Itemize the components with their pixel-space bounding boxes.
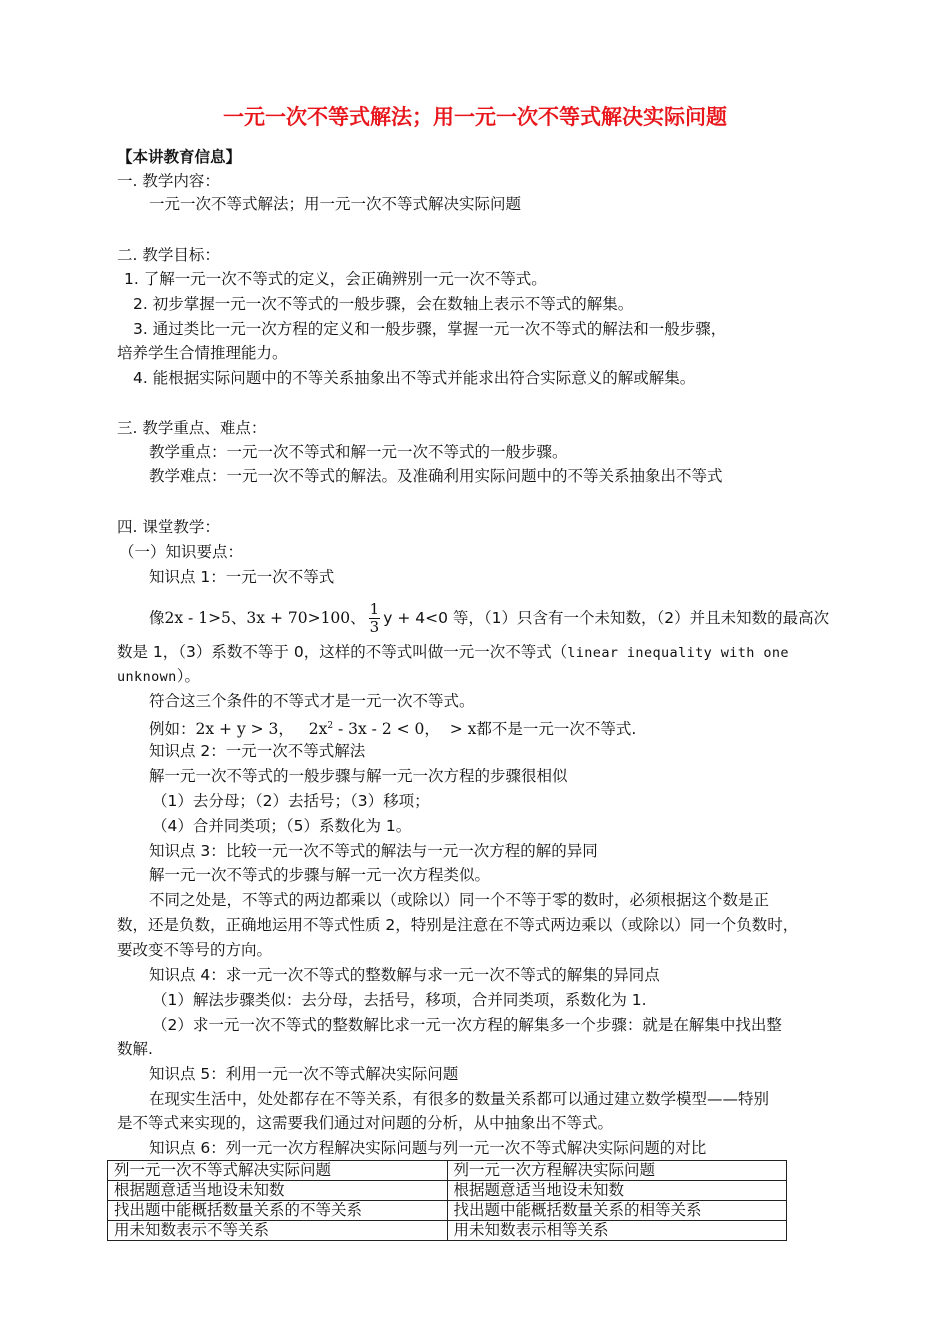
knowledge-point-3-line-4: 要改变不等号的方向。 — [117, 941, 273, 959]
solving-steps-2: （4）合并同类项；（5）系数化为 1。 — [152, 817, 412, 835]
knowledge-point-1-title: 知识点 1：一元一次不等式 — [149, 568, 335, 586]
goal-2: 2. 初步掌握一元一次不等式的一般步骤，会在数轴上表示不等式的解集。 — [133, 295, 634, 313]
definition-text: 数是 1，（3）系数不等于 0，这样的不等式叫做一元一次不等式（ — [117, 643, 568, 661]
knowledge-point-4-line-2: （2）求一元一次不等式的整数解比求一元一次方程的解集多一个步骤：就是在解集中找出整 — [152, 1016, 782, 1034]
knowledge-point-3-line-3: 数，还是负数，正确地运用不等式性质 2，特别是注意在不等式两边乘以（或除以）同一个负数时， — [117, 916, 799, 934]
knowledge-point-1-line-2 — [117, 641, 789, 664]
counterexample-suffix: 都不是一元一次不等式. — [476, 720, 637, 739]
section-3-heading: 三. 教学重点、难点： — [117, 419, 267, 437]
knowledge-point-4-title: 知识点 4：求一元一次不等式的整数解与求一元一次不等式的解集的异同点 — [149, 966, 660, 984]
knowledge-point-4-line-3: 数解. — [117, 1040, 153, 1058]
knowledge-point-5-title: 知识点 5：利用一元一次不等式解决实际问题 — [149, 1065, 459, 1083]
section-1-content: 一元一次不等式解法；用一元一次不等式解决实际问题 — [149, 195, 522, 213]
counterexample-2-rest: - 3x - 2 < 0， — [333, 720, 440, 739]
counterexample-3: > x — [449, 720, 477, 739]
table-cell: 找出题中能概括数量关系的不等关系 — [108, 1201, 448, 1221]
english-term-part-2: unknown — [117, 669, 177, 685]
closing-paren: ）。 — [176, 667, 200, 685]
english-term-part-1: linear inequality with one — [567, 645, 789, 661]
knowledge-point-3-line-1: 解一元一次不等式的步骤与解一元一次方程类似。 — [149, 866, 491, 884]
info-heading: 【本讲教育信息】 — [117, 148, 242, 166]
knowledge-point-3-title: 知识点 3：比较一元一次不等式的解法与一元一次方程的解的异同 — [149, 842, 598, 860]
knowledge-point-1-counterexamples — [149, 715, 636, 740]
table-cell: 根据题意适当地设未知数 — [447, 1181, 787, 1201]
table-row — [108, 1161, 787, 1181]
knowledge-point-4-line-1: （1）解法步骤类似：去分母，去括号，移项，合并同类项，系数化为 1. — [152, 991, 647, 1009]
solving-steps-1: （1）去分母；（2）去括号；（3）移项； — [152, 792, 430, 810]
fraction-one-third — [369, 601, 381, 636]
table-row — [108, 1181, 787, 1201]
counterexample-2-exponent: 2 — [327, 721, 334, 731]
knowledge-point-1-conditions: 符合这三个条件的不等式才是一元一次不等式。 — [149, 692, 475, 710]
knowledge-point-2-title: 知识点 2：一元一次不等式解法 — [149, 742, 366, 760]
knowledge-point-6-title: 知识点 6：列一元一次方程解决实际问题与列一元一次不等式解决实际问题的对比 — [149, 1139, 707, 1157]
knowledge-point-5-line-2: 是不等式来实现的，这需要我们通过对问题的分析，从中抽象出不等式。 — [117, 1114, 614, 1132]
fraction-denominator: 3 — [369, 618, 380, 636]
table-cell: 列一元一次方程解决实际问题 — [447, 1161, 787, 1181]
goal-3-line-2: 培养学生合情推理能力。 — [117, 344, 288, 362]
example-prefix: 例如： — [149, 720, 196, 739]
table-cell: 根据题意适当地设未知数 — [108, 1181, 448, 1201]
section-4-heading: 四. 课堂教学： — [117, 518, 220, 536]
subsection-knowledge-points: （一）知识要点： — [119, 543, 244, 561]
table-cell: 列一元一次不等式解决实际问题 — [108, 1161, 448, 1181]
like-text: 像 — [149, 609, 165, 627]
table-row — [108, 1221, 787, 1241]
table-row — [108, 1201, 787, 1221]
comparison-table — [107, 1160, 787, 1241]
document-title: 一元一次不等式解法；用一元一次不等式解决实际问题 — [223, 105, 727, 129]
section-1-heading: 一. 教学内容： — [117, 172, 220, 190]
table-cell: 找出题中能概括数量关系的相等关系 — [447, 1201, 787, 1221]
section-2-heading: 二. 教学目标： — [117, 246, 220, 264]
goal-4: 4. 能根据实际问题中的不等关系抽象出不等式并能求出符合实际意义的解或解集。 — [133, 369, 696, 387]
inequality-examples: 2x - 1>5、3x + 70>100、 — [164, 609, 366, 627]
inequality-examples-rest: y + 4<0 等，（1）只含有一个未知数，（2）并且未知数的最高次 — [383, 609, 830, 627]
counterexample-2 — [309, 720, 440, 738]
teaching-key-point: 教学重点：一元一次不等式和解一元一次不等式的一般步骤。 — [149, 443, 568, 461]
counterexample-1: 2x + y > 3， — [195, 720, 294, 739]
table-cell: 用未知数表示相等关系 — [447, 1221, 787, 1241]
knowledge-point-1-example-line — [149, 601, 829, 636]
counterexample-2-base: 2x — [308, 720, 328, 739]
knowledge-point-5-line-1: 在现实生活中，处处都存在不等关系，有很多的数量关系都可以通过建立数学模型——特别 — [149, 1090, 770, 1108]
goal-3-line-1: 3. 通过类比一元一次方程的定义和一般步骤，掌握一元一次不等式的解法和一般步骤， — [133, 320, 727, 338]
table-cell: 用未知数表示不等关系 — [108, 1221, 448, 1241]
knowledge-point-1-line-3 — [117, 665, 200, 688]
fraction-numerator: 1 — [369, 600, 380, 618]
goal-1: 1. 了解一元一次不等式的定义，会正确辨别一元一次不等式。 — [124, 270, 547, 288]
knowledge-point-2-description: 解一元一次不等式的一般步骤与解一元一次方程的步骤很相似 — [149, 767, 568, 785]
knowledge-point-3-line-2: 不同之处是，不等式的两边都乘以（或除以）同一个不等于零的数时，必须根据这个数是正 — [149, 891, 770, 909]
teaching-difficulty: 教学难点：一元一次不等式的解法。及准确利用实际问题中的不等关系抽象出不等式 — [149, 467, 723, 485]
